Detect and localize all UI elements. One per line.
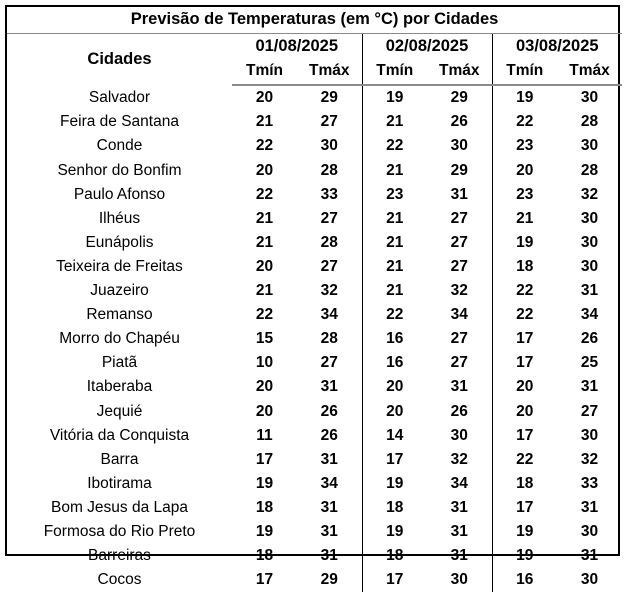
tmax-day3-cell: 31 bbox=[580, 498, 599, 516]
tmin-day1-cell: 20 bbox=[255, 378, 274, 396]
tmax-day3-cell: 31 bbox=[580, 282, 599, 300]
city-name-cell: Paulo Afonso bbox=[73, 185, 166, 203]
tmin-day1-cell: 20 bbox=[255, 161, 274, 179]
tmax-day1-cell: 27 bbox=[320, 113, 338, 131]
city-name-cell: Remanso bbox=[86, 306, 153, 324]
tmax-day3-cell: 32 bbox=[580, 185, 599, 203]
tmax-day3-cell: 28 bbox=[580, 113, 599, 131]
tmax-day1-cell: 31 bbox=[320, 522, 338, 540]
city-name-cell: Vitória da Conquista bbox=[49, 426, 190, 444]
tmin-day1-cell: 22 bbox=[255, 137, 274, 155]
table-row bbox=[7, 110, 622, 134]
tmin-day2-cell: 22 bbox=[362, 303, 427, 327]
tmin-day3-cell: 19 bbox=[492, 231, 557, 255]
city-name-cell: Cocos bbox=[97, 571, 142, 589]
table-row bbox=[7, 351, 622, 375]
tmax-day1-cell: 27 bbox=[320, 354, 338, 372]
tmin-day2-cell: 16 bbox=[362, 351, 427, 375]
tmax-day3-cell: 28 bbox=[580, 161, 599, 179]
tmin-day3-cell: 23 bbox=[492, 134, 557, 158]
table-row bbox=[7, 399, 622, 423]
tmax-day1-cell: 34 bbox=[320, 474, 338, 492]
tmax-day1-cell: 30 bbox=[320, 137, 338, 155]
tmax-day2-cell: 30 bbox=[450, 426, 468, 444]
tmax-day1-cell: 26 bbox=[320, 426, 338, 444]
tmin-day2-cell: 19 bbox=[362, 472, 427, 496]
tmin-day1-cell: 18 bbox=[255, 547, 274, 565]
date-header-3: 03/08/2025 bbox=[492, 34, 622, 59]
tmin-day1-cell: 19 bbox=[255, 474, 274, 492]
tmax-day2-cell: 27 bbox=[450, 209, 468, 227]
city-name-cell: Salvador bbox=[88, 88, 151, 106]
city-name-cell: Bom Jesus da Lapa bbox=[50, 498, 188, 516]
table-row bbox=[7, 544, 622, 568]
tmax-day2-cell: 32 bbox=[450, 282, 468, 300]
tmin-day1-cell: 19 bbox=[255, 522, 274, 540]
table-row bbox=[7, 520, 622, 544]
tmin-day1-cell: 17 bbox=[255, 450, 274, 468]
tmax-day2-cell: 29 bbox=[450, 89, 468, 107]
tmax-day1-cell: 26 bbox=[320, 402, 338, 420]
tmax-day3-cell: 30 bbox=[580, 233, 599, 251]
tmax-day2-cell: 27 bbox=[450, 233, 468, 251]
table-row bbox=[7, 134, 622, 158]
date-header-2: 02/08/2025 bbox=[362, 34, 492, 59]
city-name-cell: Piatã bbox=[101, 354, 138, 372]
tmax-day1-cell: 28 bbox=[320, 161, 338, 179]
table-row bbox=[7, 327, 622, 351]
tmin-day1-cell: 17 bbox=[255, 571, 274, 589]
tmin-day1-cell: 18 bbox=[255, 498, 274, 516]
tmin-day2-cell: 16 bbox=[362, 327, 427, 351]
tmax-day2-cell: 30 bbox=[450, 571, 468, 589]
tmin-day3-cell: 21 bbox=[492, 206, 557, 230]
city-name-cell: Formosa do Rio Preto bbox=[43, 522, 196, 540]
tmin-day1-cell: 10 bbox=[255, 354, 274, 372]
tmin-day3-cell: 19 bbox=[492, 544, 557, 568]
tmin-day2-cell: 19 bbox=[362, 85, 427, 110]
table-row bbox=[7, 447, 622, 471]
city-name-cell: Eunápolis bbox=[85, 233, 154, 251]
tmin-day2-cell: 21 bbox=[362, 255, 427, 279]
tmin-day3-cell: 18 bbox=[492, 255, 557, 279]
table-row bbox=[7, 255, 622, 279]
tmax-day1-cell: 31 bbox=[320, 450, 338, 468]
date-header-row bbox=[7, 34, 622, 59]
subheader-tmin-1: Tmín bbox=[232, 58, 297, 85]
tmin-day2-cell: 19 bbox=[362, 520, 427, 544]
city-name-cell: Juazeiro bbox=[90, 282, 149, 300]
tmax-day3-cell: 34 bbox=[580, 306, 599, 324]
tmax-day2-cell: 26 bbox=[450, 402, 468, 420]
city-name-cell: Itaberaba bbox=[86, 378, 153, 396]
tmin-day1-cell: 21 bbox=[255, 113, 274, 131]
tmin-day1-cell: 21 bbox=[255, 209, 274, 227]
table-row bbox=[7, 158, 622, 182]
tmin-day3-cell: 20 bbox=[492, 158, 557, 182]
tmax-day3-cell: 30 bbox=[580, 137, 599, 155]
tmax-day3-cell: 25 bbox=[580, 354, 599, 372]
tmin-day3-cell: 20 bbox=[492, 375, 557, 399]
tmin-day3-cell: 22 bbox=[492, 447, 557, 471]
subheader-tmax-3: Tmáx bbox=[557, 58, 622, 85]
city-name-cell: Jequié bbox=[96, 402, 143, 420]
tmax-day2-cell: 31 bbox=[450, 547, 468, 565]
tmin-day2-cell: 18 bbox=[362, 544, 427, 568]
table-row bbox=[7, 303, 622, 327]
table-row bbox=[7, 206, 622, 230]
table-header bbox=[7, 7, 622, 85]
tmax-day3-cell: 30 bbox=[580, 209, 599, 227]
tmin-day2-cell: 20 bbox=[362, 375, 427, 399]
tmin-day2-cell: 20 bbox=[362, 399, 427, 423]
tmax-day2-cell: 30 bbox=[450, 137, 468, 155]
tmax-day2-cell: 31 bbox=[450, 522, 468, 540]
tmax-day2-cell: 31 bbox=[450, 378, 468, 396]
tmax-day1-cell: 33 bbox=[320, 185, 338, 203]
city-name-cell: Barreiras bbox=[88, 547, 151, 565]
tmax-day1-cell: 31 bbox=[320, 547, 338, 565]
temperature-forecast-table bbox=[7, 7, 622, 592]
tmin-day2-cell: 21 bbox=[362, 231, 427, 255]
tmax-day2-cell: 31 bbox=[450, 185, 468, 203]
tmax-day2-cell: 31 bbox=[450, 498, 468, 516]
tmax-day3-cell: 31 bbox=[580, 378, 599, 396]
tmin-day2-cell: 21 bbox=[362, 206, 427, 230]
tmin-day2-cell: 17 bbox=[362, 447, 427, 471]
tmin-day3-cell: 17 bbox=[492, 351, 557, 375]
tmin-day1-cell: 22 bbox=[255, 306, 274, 324]
tmax-day1-cell: 31 bbox=[320, 378, 338, 396]
table-body bbox=[7, 85, 622, 592]
table-row bbox=[7, 423, 622, 447]
tmax-day2-cell: 27 bbox=[450, 354, 468, 372]
tmin-day2-cell: 22 bbox=[362, 134, 427, 158]
tmax-day1-cell: 27 bbox=[320, 257, 338, 275]
tmin-day1-cell: 20 bbox=[255, 402, 274, 420]
table-row bbox=[7, 496, 622, 520]
tmax-day3-cell: 30 bbox=[580, 571, 599, 589]
tmin-day3-cell: 22 bbox=[492, 303, 557, 327]
city-name-cell: Conde bbox=[96, 137, 143, 155]
tmax-day3-cell: 31 bbox=[580, 547, 599, 565]
table-row bbox=[7, 279, 622, 303]
tmin-day2-cell: 23 bbox=[362, 182, 427, 206]
tmin-day1-cell: 15 bbox=[255, 330, 274, 348]
tmax-day3-cell: 30 bbox=[580, 426, 599, 444]
tmax-day3-cell: 27 bbox=[580, 402, 599, 420]
tmax-day1-cell: 28 bbox=[320, 330, 338, 348]
subheader-tmin-2: Tmín bbox=[362, 58, 427, 85]
tmin-day2-cell: 17 bbox=[362, 568, 427, 592]
tmin-day1-cell: 20 bbox=[255, 89, 274, 107]
tmax-day2-cell: 26 bbox=[450, 113, 468, 131]
table-row bbox=[7, 472, 622, 496]
tmin-day3-cell: 17 bbox=[492, 496, 557, 520]
city-name-cell: Senhor do Bonfim bbox=[57, 161, 182, 179]
tmin-day1-cell: 21 bbox=[255, 282, 274, 300]
subheader-tmax-2: Tmáx bbox=[427, 58, 492, 85]
tmax-day3-cell: 30 bbox=[580, 257, 599, 275]
tmin-day3-cell: 23 bbox=[492, 182, 557, 206]
tmin-day3-cell: 17 bbox=[492, 423, 557, 447]
date-header-1: 01/08/2025 bbox=[255, 37, 339, 56]
tmin-day1-cell: 20 bbox=[255, 257, 274, 275]
tmax-day1-cell: 28 bbox=[320, 233, 338, 251]
tmin-day2-cell: 21 bbox=[362, 110, 427, 134]
city-name-cell: Ilhéus bbox=[98, 209, 141, 227]
title-row bbox=[7, 7, 622, 34]
table-row bbox=[7, 375, 622, 399]
city-name-cell: Morro do Chapéu bbox=[59, 330, 180, 348]
tmin-day1-cell: 11 bbox=[256, 426, 273, 444]
tmax-day1-cell: 29 bbox=[320, 571, 338, 589]
table-row bbox=[7, 182, 622, 206]
tmax-day2-cell: 32 bbox=[450, 450, 468, 468]
column-header-cidades: Cidades bbox=[87, 50, 152, 69]
tmin-day2-cell: 21 bbox=[362, 158, 427, 182]
tmax-day2-cell: 34 bbox=[450, 306, 468, 324]
tmax-day2-cell: 29 bbox=[450, 161, 468, 179]
tmax-day1-cell: 32 bbox=[320, 282, 338, 300]
tmax-day3-cell: 30 bbox=[580, 89, 599, 107]
tmin-day3-cell: 19 bbox=[492, 520, 557, 544]
table-title: Previsão de Temperaturas (em °C) por Cidades bbox=[7, 7, 622, 34]
table-row bbox=[7, 85, 622, 110]
tmin-day3-cell: 18 bbox=[492, 472, 557, 496]
tmax-day1-cell: 27 bbox=[320, 209, 338, 227]
tmax-day1-cell: 29 bbox=[320, 89, 338, 107]
tmax-day2-cell: 27 bbox=[450, 257, 468, 275]
tmax-day2-cell: 34 bbox=[450, 474, 468, 492]
tmin-day1-cell: 21 bbox=[255, 233, 274, 251]
tmin-day3-cell: 20 bbox=[492, 399, 557, 423]
table-row bbox=[7, 231, 622, 255]
city-name-cell: Feira de Santana bbox=[60, 113, 179, 131]
tmin-day3-cell: 19 bbox=[492, 85, 557, 110]
tmin-day2-cell: 14 bbox=[362, 423, 427, 447]
tmin-day1-cell: 22 bbox=[255, 185, 274, 203]
tmax-day2-cell: 27 bbox=[450, 330, 468, 348]
tmax-day1-cell: 34 bbox=[320, 306, 338, 324]
tmin-day3-cell: 22 bbox=[492, 279, 557, 303]
tmin-day2-cell: 18 bbox=[362, 496, 427, 520]
subheader-tmin-3: Tmín bbox=[492, 58, 557, 85]
tmax-day3-cell: 30 bbox=[580, 522, 599, 540]
table-row bbox=[7, 568, 622, 592]
tmin-day3-cell: 16 bbox=[492, 568, 557, 592]
city-name-cell: Ibotirama bbox=[87, 474, 152, 492]
tmax-day3-cell: 26 bbox=[580, 330, 599, 348]
tmin-day3-cell: 22 bbox=[492, 110, 557, 134]
tmax-day3-cell: 32 bbox=[580, 450, 599, 468]
tmax-day1-cell: 31 bbox=[320, 498, 338, 516]
city-name-cell: Barra bbox=[100, 450, 139, 468]
tmin-day3-cell: 17 bbox=[492, 327, 557, 351]
city-name-cell: Teixeira de Freitas bbox=[56, 257, 183, 275]
subheader-tmax-1: Tmáx bbox=[297, 58, 362, 85]
forecast-table-container bbox=[5, 5, 620, 589]
tmin-day2-cell: 21 bbox=[362, 279, 427, 303]
tmax-day3-cell: 33 bbox=[580, 474, 599, 492]
